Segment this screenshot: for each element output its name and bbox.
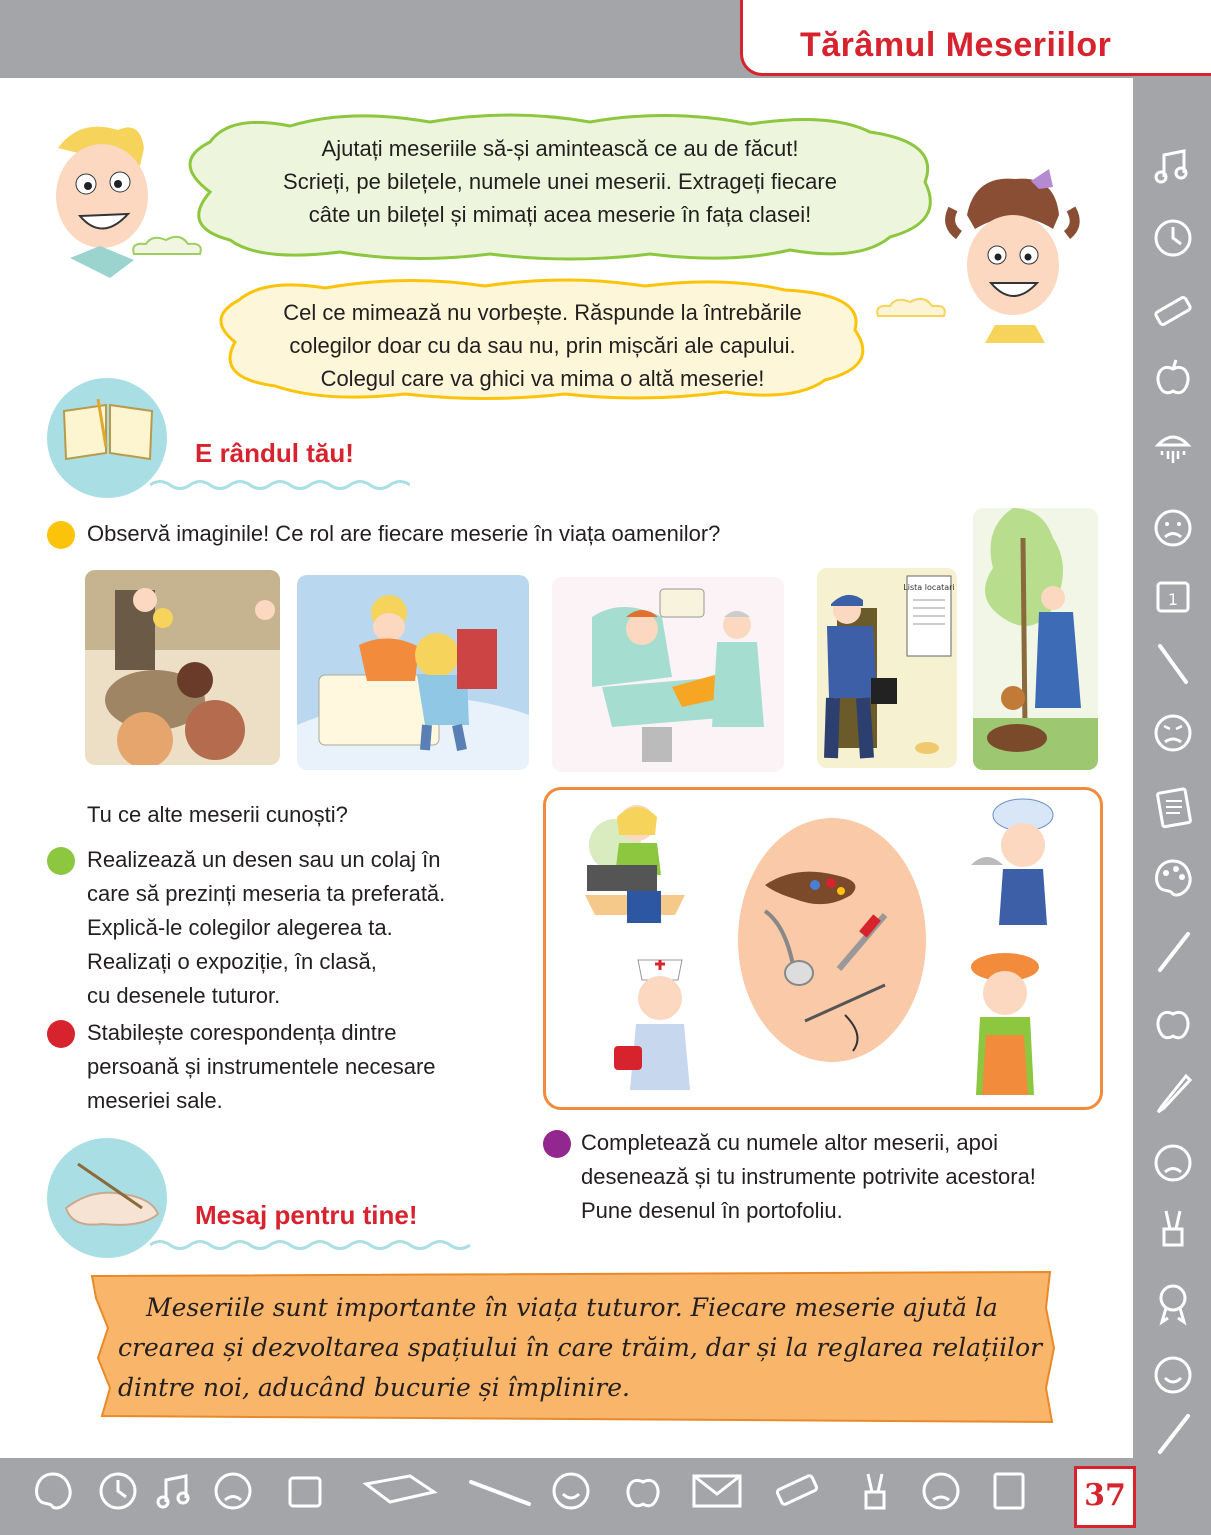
book-bottom-icon — [360, 1468, 440, 1514]
cloud-green-text — [220, 132, 900, 231]
cloud-green-line: Scrieți, pe bilețele, numele unei meserii. Extrageți fiecare — [283, 169, 837, 194]
task-match — [87, 1016, 527, 1118]
right-sidebar — [1133, 78, 1211, 1458]
picture-child-student — [297, 575, 529, 770]
victory-hand-icon — [1150, 1205, 1196, 1251]
message-line: dintre noi, aducând bucurie și împlinire. — [118, 1373, 630, 1402]
sad-face-icon-2 — [1150, 1140, 1196, 1186]
section-title-your-turn: E rândul tău! — [195, 438, 354, 468]
task-observe: Observă imaginile! Ce rol are fiecare meserie în viața oamenilor? — [87, 521, 721, 546]
seamstress-figure[interactable] — [575, 795, 700, 925]
smiley-icon — [1150, 1352, 1196, 1398]
task-match-line: Stabilește corespondența dintre — [87, 1020, 397, 1045]
task-draw — [87, 843, 527, 1013]
eraser-icon — [1150, 288, 1196, 334]
calendar-bottom-icon — [282, 1468, 328, 1514]
pencil-icon — [1150, 1070, 1196, 1116]
small-cloud-2 — [872, 294, 952, 322]
task-draw-line: care să prezinți meseria ta preferată. — [87, 881, 446, 906]
section-title-message: Mesaj pentru tine! — [195, 1200, 418, 1230]
envelope-bottom-icon — [690, 1468, 744, 1514]
picture-dentist — [552, 577, 784, 772]
cloud-yellow-text — [230, 296, 855, 395]
victory-bottom-icon — [852, 1468, 898, 1514]
tools-oval — [735, 815, 930, 1065]
chef-figure[interactable] — [963, 795, 1068, 940]
notebook-bottom-icon — [985, 1468, 1031, 1514]
svg-text:1: 1 — [1167, 590, 1179, 609]
wavy-line — [150, 478, 410, 492]
picture-gardener — [973, 508, 1098, 770]
task-complete-line: Pune desenul în portofoliu. — [581, 1198, 843, 1223]
calendar-icon — [1150, 573, 1196, 619]
cloud-green-line: Ajutați meseriile să-și amintească ce au de făcut! — [321, 136, 799, 161]
cloud-yellow-line: Colegul care va ghici va mima o altă meserie! — [320, 366, 765, 391]
toothbrush-bottom-icon — [465, 1468, 535, 1514]
girl-character — [945, 165, 1080, 345]
picture-doctor-family — [85, 570, 280, 765]
palette-bottom-icon — [30, 1468, 76, 1514]
cloud-yellow-line: Cel ce mimează nu vorbește. Răspunde la întrebările — [283, 300, 802, 325]
clock-bottom-icon — [95, 1468, 141, 1514]
task-complete — [581, 1126, 1121, 1228]
toothbrush-icon — [1150, 640, 1196, 686]
music-note-icon — [1150, 143, 1196, 189]
red-bullet — [47, 1020, 75, 1048]
music-bottom-icon — [152, 1468, 198, 1514]
clock-icon — [1150, 215, 1196, 261]
message-line: Meseriile sunt importante în viața tuturor. Fiecare meserie ajută la — [146, 1293, 998, 1322]
sad-face-icon — [1150, 505, 1196, 551]
angry-face-icon — [1150, 710, 1196, 756]
angry-bottom-icon — [918, 1468, 964, 1514]
task-complete-line: desenează și tu instrumente potrivite acestora! — [581, 1164, 1036, 1189]
notebook-icon — [1150, 785, 1196, 831]
wavy-line-2 — [150, 1238, 480, 1252]
task-draw-line: Realizează un desen sau un colaj în — [87, 847, 441, 872]
nurse-figure[interactable] — [610, 950, 710, 1105]
task-draw-line: Realizați o expoziție, în clasă, — [87, 949, 377, 974]
apple-icon — [1150, 355, 1196, 401]
smiley-bottom-icon — [548, 1468, 594, 1514]
shower-icon — [1150, 425, 1196, 471]
brush-icon — [1150, 930, 1196, 976]
task-match-line: meseriei sale. — [87, 1088, 223, 1113]
open-book-icon — [58, 395, 158, 465]
writing-hand-icon — [62, 1158, 172, 1238]
page-number: 37 — [1084, 1478, 1126, 1513]
message-text — [118, 1288, 1048, 1408]
cloud-yellow-line: colegilor doar cu da sau nu, prin mișcări ale capului. — [289, 333, 796, 358]
mailbox-sign-text: Lista locatari — [903, 583, 955, 592]
apple-icon-2 — [1150, 1000, 1196, 1046]
palette-icon — [1150, 855, 1196, 901]
purple-bullet — [543, 1130, 571, 1158]
task-question: Tu ce alte meserii cunoști? — [87, 802, 348, 827]
eraser-bottom-icon — [770, 1468, 824, 1514]
boy-character — [40, 118, 170, 288]
green-bullet — [47, 847, 75, 875]
task-match-line: persoană și instrumentele necesare — [87, 1054, 436, 1079]
message-line: crearea și dezvoltarea spațiului în care trăim, dar și la reglarea relațiilor — [118, 1333, 1043, 1362]
yellow-bullet — [47, 521, 75, 549]
cloud-green-line: câte un bilețel și mimați acea meserie în fața clasei! — [308, 202, 812, 227]
medal-icon — [1150, 1280, 1196, 1326]
sad-bottom-icon — [210, 1468, 256, 1514]
brush-icon-2 — [1150, 1412, 1196, 1458]
painter-figure[interactable] — [950, 945, 1060, 1105]
apple-bottom-icon — [620, 1468, 666, 1514]
task-draw-line: Explică-le colegilor alegerea ta. — [87, 915, 393, 940]
task-draw-line: cu desenele tuturor. — [87, 983, 281, 1008]
task-complete-line: Completează cu numele altor meserii, apoi — [581, 1130, 998, 1155]
page-title: Tărâmul Meseriilor — [800, 26, 1112, 64]
picture-postman — [817, 568, 957, 768]
